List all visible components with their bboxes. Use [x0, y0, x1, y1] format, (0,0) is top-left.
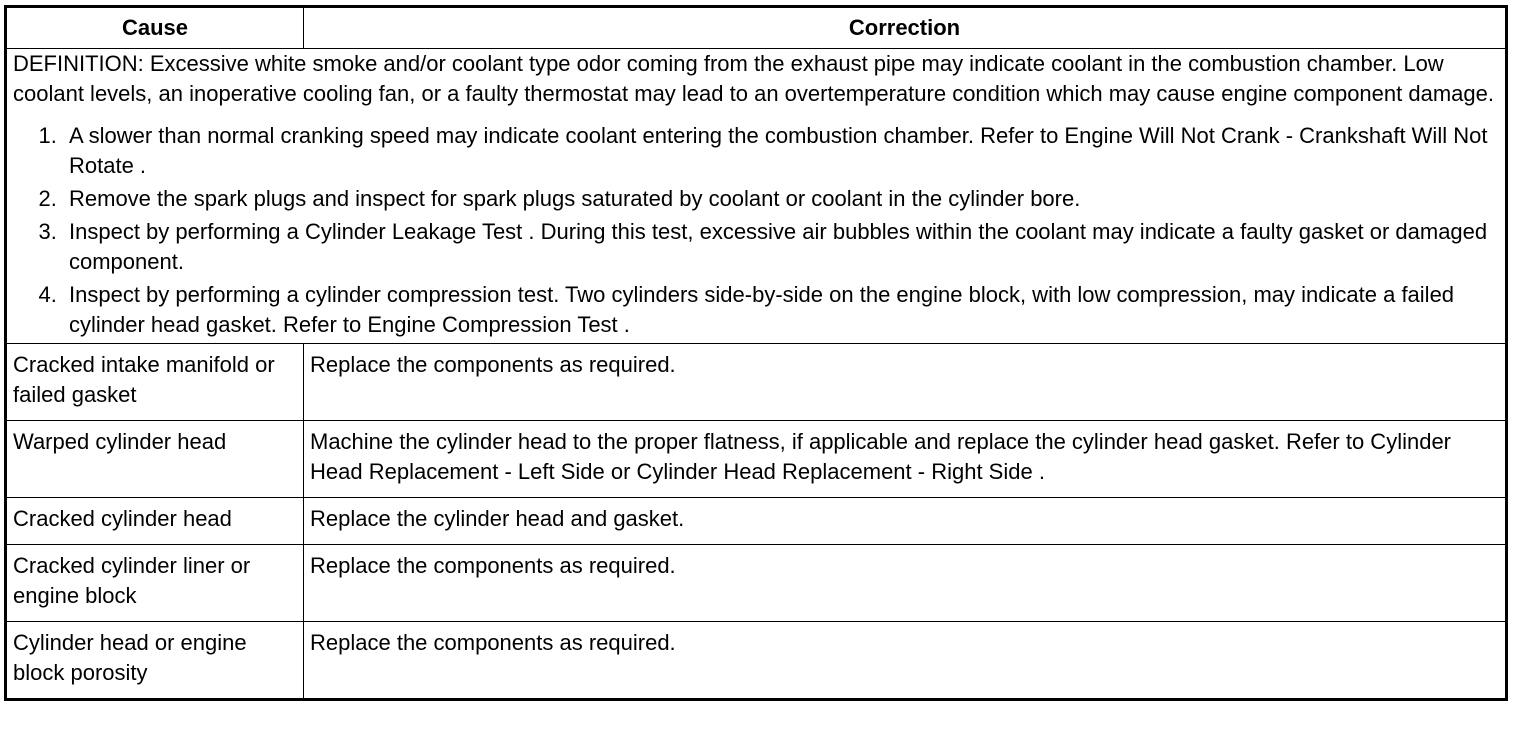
definition-text: DEFINITION: Excessive white smoke and/or coolant type odor coming from the exhaust pipe may indicate coolant in the combustion chamber. Low coolant levels, an inoperative cooling fan, or a faulty thermostat may lead to an overtemperature condition which may cause engine component damage.: [13, 51, 1494, 106]
header-row: [6, 7, 1507, 49]
diagnostic-table: [4, 5, 1508, 701]
step-item: 4. Inspect by performing a cylinder compression test. Two cylinders side-by-side on the engine block, with low compression, may indicate a failed cylinder head gasket. Refer to Engine Compression Test .: [63, 280, 1499, 340]
step-item: 3. Inspect by performing a Cylinder Leakage Test . During this test, excessive air bubbles within the coolant may indicate a faulty gasket or damaged component.: [63, 217, 1499, 277]
table-row: [6, 421, 1507, 498]
step-item: 2. Remove the spark plugs and inspect for spark plugs saturated by coolant or coolant in the cylinder bore.: [63, 184, 1499, 214]
header-cause: Cause: [6, 7, 304, 49]
table-row: [6, 344, 1507, 421]
correction-cell: Replace the components as required.: [304, 545, 1507, 622]
cause-cell: Warped cylinder head: [6, 421, 304, 498]
header-correction: Correction: [304, 7, 1507, 49]
steps-list: [13, 121, 1499, 340]
step-item: 1. A slower than normal cranking speed may indicate coolant entering the combustion chamber. Refer to Engine Will Not Crank - Crankshaft Will Not Rotate .: [63, 121, 1499, 181]
correction-cell: Machine the cylinder head to the proper flatness, if applicable and replace the cylinder head gasket. Refer to Cylinder Head Replacement - Left Side or Cylinder Head Replacement - Right Side .: [304, 421, 1507, 498]
definition-row: [6, 49, 1507, 344]
cause-cell: Cracked intake manifold or failed gasket: [6, 344, 304, 421]
correction-cell: Replace the cylinder head and gasket.: [304, 498, 1507, 545]
cause-cell: Cracked cylinder liner or engine block: [6, 545, 304, 622]
cause-cell: Cracked cylinder head: [6, 498, 304, 545]
table-row: [6, 498, 1507, 545]
table-row: [6, 622, 1507, 700]
correction-cell: Replace the components as required.: [304, 622, 1507, 700]
table-row: [6, 545, 1507, 622]
cause-cell: Cylinder head or engine block porosity: [6, 622, 304, 700]
definition-cell: [6, 49, 1507, 344]
correction-cell: Replace the components as required.: [304, 344, 1507, 421]
